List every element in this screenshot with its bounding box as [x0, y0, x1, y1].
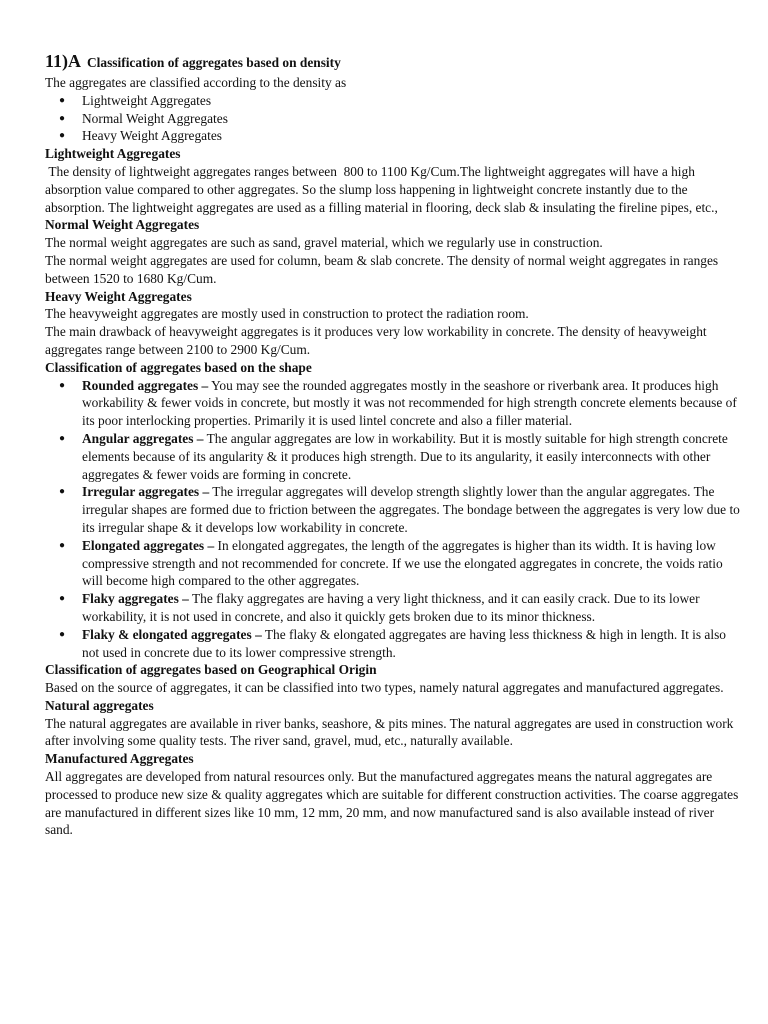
- term-description: You may see the rounded aggregates mostly in the seashore or riverbank area. It produces high workability & fewer voids in concrete, but mostly it was not recommended for high strength concrete elements because of its poor interlocking properties. Primarily it is used lintel concrete and also a filler material.: [82, 377, 737, 429]
- bullet-icon: ●: [59, 130, 66, 142]
- list-item: [59, 127, 740, 145]
- list-item: [59, 590, 740, 626]
- term-description: The flaky & elongated aggregates are having less thickness & high in length. It is also not used in concrete due to its lower compressive strength.: [82, 626, 726, 660]
- list-item: [59, 483, 740, 536]
- section-number: 11)A: [45, 51, 81, 71]
- list-item: [59, 430, 740, 483]
- bullet-icon: ●: [59, 628, 66, 640]
- bullet-icon: ●: [59, 112, 66, 124]
- section-heading: Heavy Weight Aggregates: [45, 288, 192, 304]
- term-label: Flaky aggregates –: [82, 591, 189, 607]
- manufactured-heading: Manufactured Aggregates: [45, 751, 194, 767]
- term-label: Elongated aggregates –: [82, 537, 215, 553]
- bullet-icon: ●: [59, 94, 66, 106]
- density-type-list: [45, 92, 740, 145]
- lightweight-section: [45, 145, 740, 216]
- term-description: In elongated aggregates, the length of the aggregates is higher than its width. It is having low compressive strength and not recommended for concrete. If we use the elongated aggregates in concrete, the voids ratio will become high compared to the other aggregates.: [82, 537, 723, 589]
- list-item: [59, 377, 740, 430]
- term-label: Angular aggregates –: [82, 430, 204, 446]
- list-item: [59, 537, 740, 590]
- term-label: Flaky & elongated aggregates –: [82, 626, 262, 642]
- paragraph: The heavyweight aggregates are mostly used in construction to protect the radiation room.: [45, 306, 529, 322]
- paragraph: The density of lightweight aggregates ranges between 800 to 1100 Kg/Cum.The lightweight aggregates will have a high absorption value compared to other aggregates. So the slump loss happening in lightweight concrete instantly due to the absorption. The lightweight aggregates are used as a filling material in flooring, deck slab & insulating the fireline pipes, etc.,: [45, 163, 718, 215]
- origin-heading: Classification of aggregates based on Geographical Origin: [45, 662, 377, 678]
- list-item-text: Lightweight Aggregates: [82, 92, 212, 108]
- paragraph: The normal weight aggregates are used for column, beam & slab concrete. The density of normal weight aggregates in ranges between 1520 to 1680 Kg/Cum.: [45, 252, 719, 286]
- section-title-text: Classification of aggregates based on density: [87, 55, 341, 70]
- paragraph: The normal weight aggregates are such as sand, gravel material, which we regularly use in construction.: [45, 235, 603, 251]
- term-label: Irregular aggregates –: [82, 484, 210, 500]
- section-heading: Normal Weight Aggregates: [45, 217, 200, 233]
- list-item-text: Heavy Weight Aggregates: [82, 128, 222, 144]
- paragraph: The natural aggregates are available in river banks, seashore, & pits mines. The natural aggregates are used in construction work after involving some quality tests. The river sand, gravel, mud, etc., naturally available.: [45, 715, 734, 749]
- bullet-icon: ●: [59, 486, 66, 498]
- heavy-weight-section: [45, 288, 740, 359]
- section-title: [45, 50, 740, 74]
- term-description: The angular aggregates are low in workability. But it is mostly suitable for high strength concrete elements because of its angularity & it produces high strength. Due to its angularity, it easily interconnects with other aggregates & fewer voids are forming in concrete.: [82, 430, 728, 482]
- bullet-icon: ●: [59, 379, 66, 391]
- normal-weight-section: [45, 216, 740, 287]
- shape-heading: Classification of aggregates based on the shape: [45, 359, 312, 375]
- section-heading: Lightweight Aggregates: [45, 146, 181, 162]
- list-item: [59, 110, 740, 128]
- paragraph: All aggregates are developed from natural resources only. But the manufactured aggregates means the natural aggregates are processed to produce new size & quality aggregates which are suitable for different construction activities. The coarse aggregates are manufactured in different sizes like 10 mm, 12 mm, 20 mm, and now manufactured sand is also available instead of river sand.: [45, 769, 739, 838]
- natural-heading: Natural aggregates: [45, 697, 154, 713]
- shape-type-list: [45, 377, 740, 662]
- term-description: The flaky aggregates are having a very light thickness, and it can easily crack. Due to its lower workability, it is not used in concrete, and also it quickly gets broken due to its minor thickness.: [82, 591, 700, 624]
- term-description: The irregular aggregates will develop strength slightly lower than the angular aggregates. The irregular shapes are formed due to friction between the aggregates. The bondage between the aggregates is very low due to its irregular shape & it develops low workability in concrete.: [82, 484, 740, 535]
- bullet-icon: ●: [59, 539, 66, 551]
- paragraph: Based on the source of aggregates, it can be classified into two types, namely natural aggregates and manufactured aggregates.: [45, 680, 724, 696]
- bullet-icon: ●: [59, 432, 66, 444]
- list-item: [59, 626, 740, 662]
- list-item-text: Normal Weight Aggregates: [82, 110, 228, 126]
- list-item: [59, 92, 740, 110]
- term-label: Rounded aggregates –: [82, 377, 209, 393]
- bullet-icon: ●: [59, 593, 66, 605]
- paragraph: The main drawback of heavyweight aggregates is it produces very low workability in concrete. The density of heavyweight aggregates range between 2100 to 2900 Kg/Cum.: [45, 324, 707, 357]
- intro-text: The aggregates are classified according to the density as: [45, 75, 347, 90]
